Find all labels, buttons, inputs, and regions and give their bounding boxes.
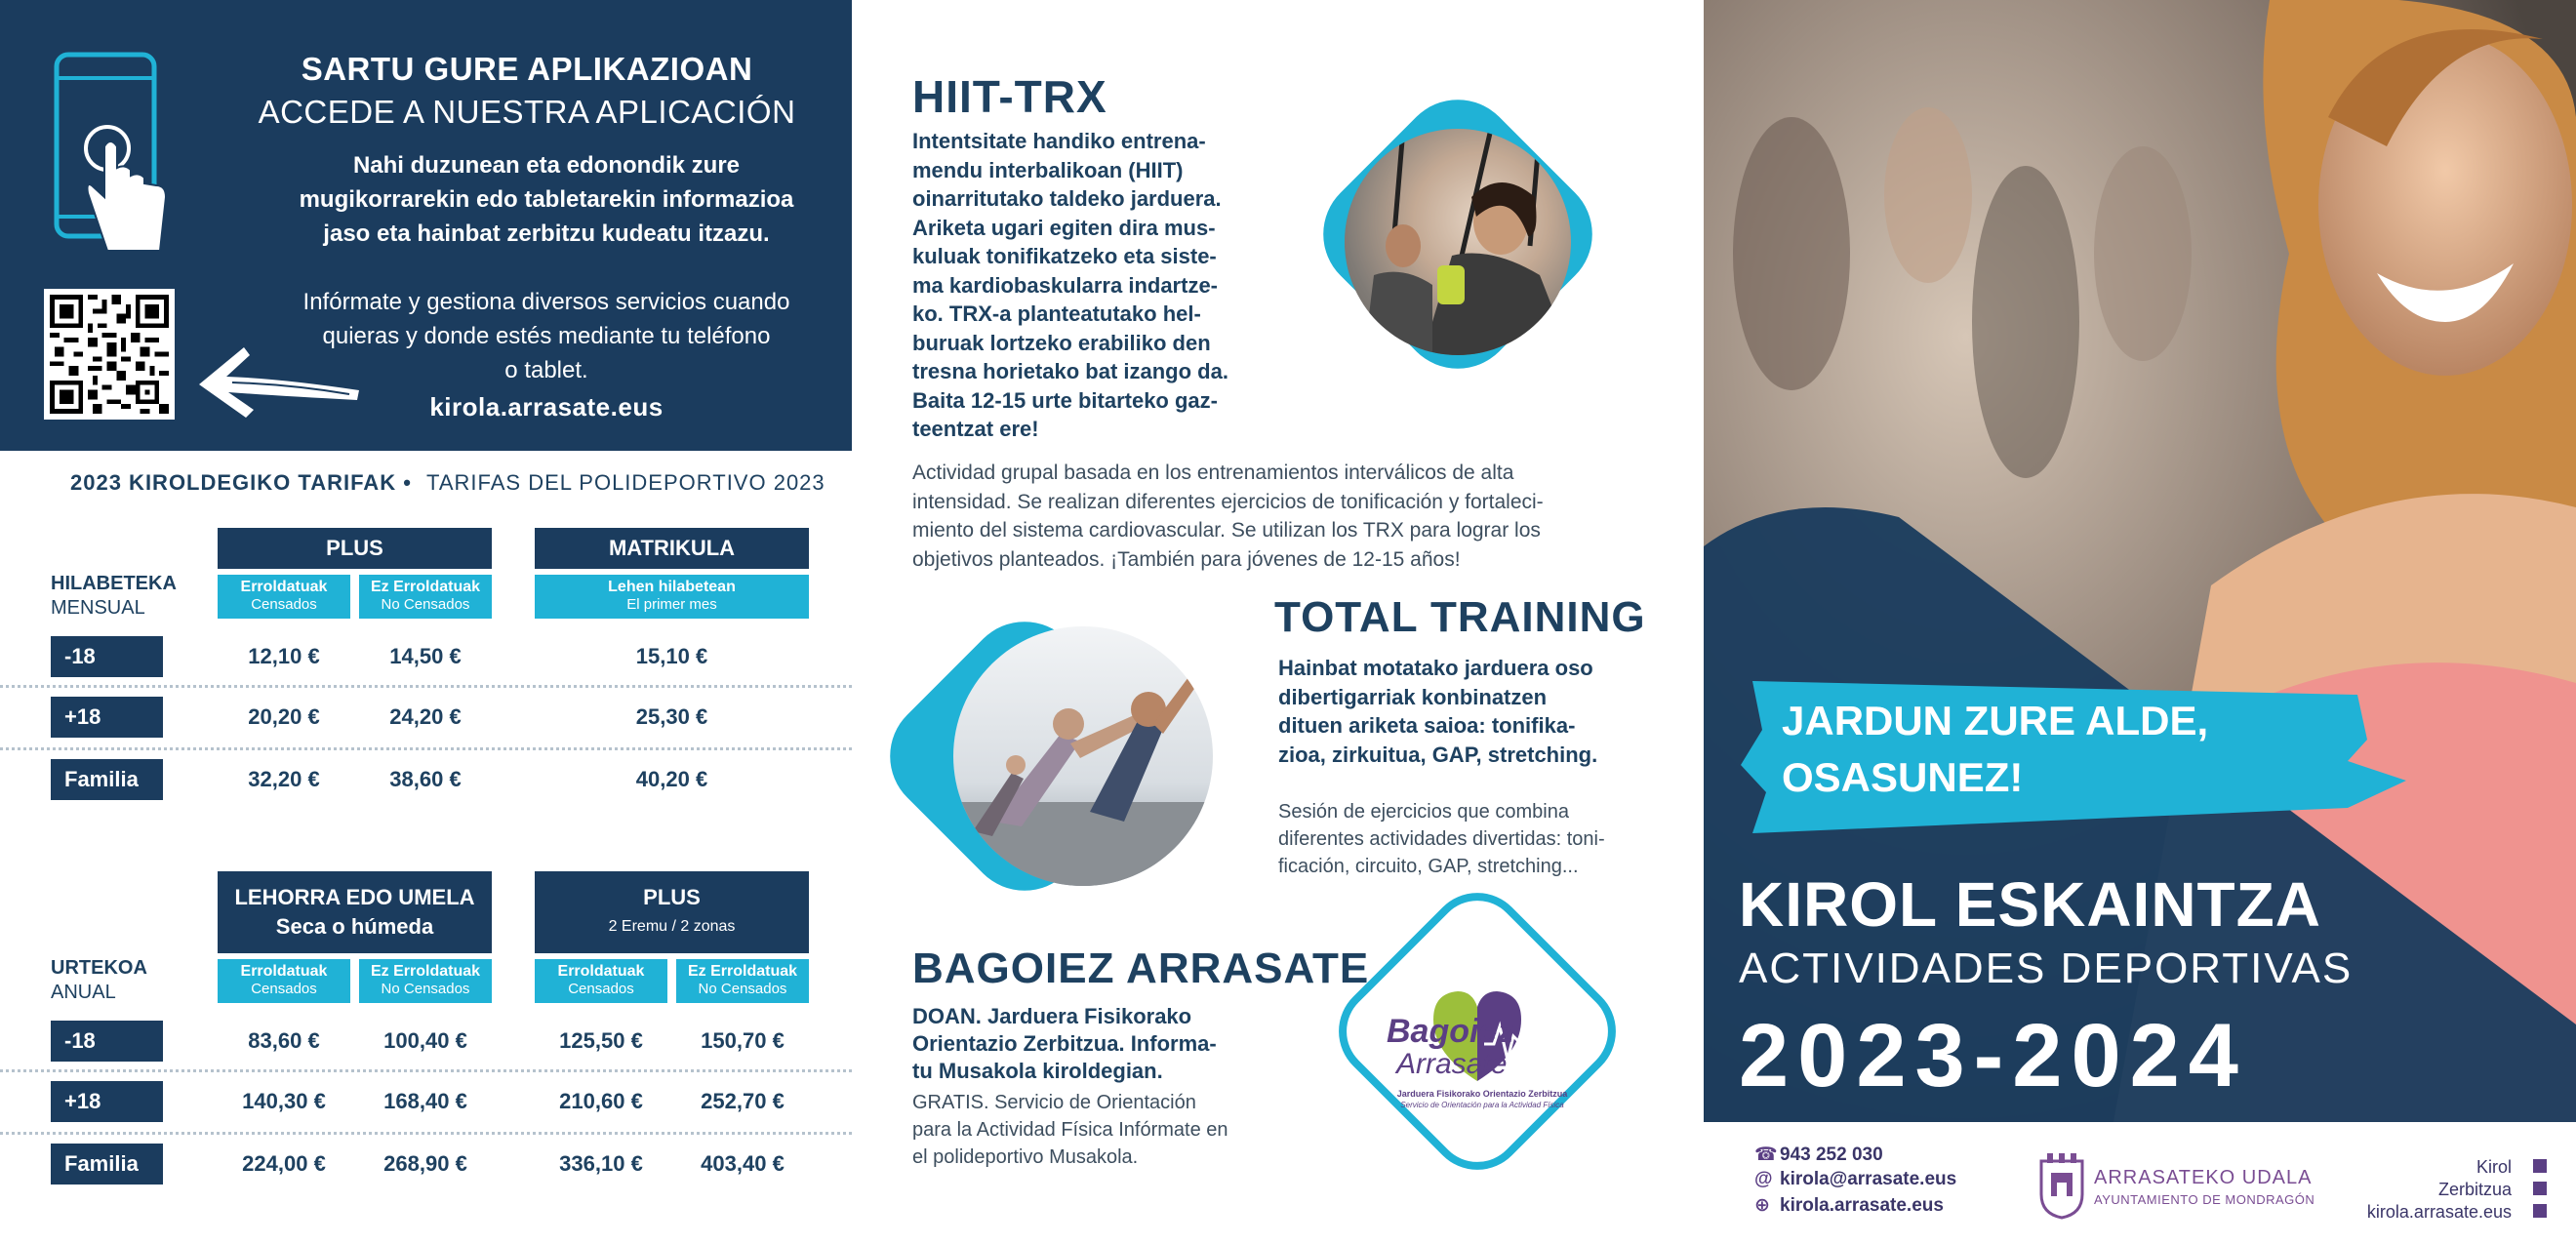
sub-label-eu: Ez Erroldatuak [370, 963, 481, 980]
text-line: para la Actividad Física Infórmate en [912, 1119, 1228, 1141]
total-title: TOTAL TRAINING [1274, 593, 1646, 641]
price-cell: 40,20 € [635, 767, 708, 791]
app-title-eu: SARTU GURE APLIKAZIOAN [301, 51, 753, 87]
annual-seca-header [218, 871, 492, 953]
annual-plus-header [535, 871, 809, 953]
monthly-sub-censados [218, 575, 350, 619]
phone-icon: ☎ [1754, 1145, 1778, 1165]
hiit-photo [1345, 129, 1571, 355]
bagoiez-logo [1375, 976, 1580, 1122]
annual-plus-sub-censados [535, 959, 667, 1003]
text-line: Intentsitate handiko entrena- [912, 129, 1206, 153]
text-line: kuluak tonifikatzeko eta siste- [912, 244, 1217, 268]
logo-sub1: Jarduera Fisikorako Orientazio Zerbitzua [1396, 1089, 1568, 1099]
hiit-text-es [912, 459, 1652, 574]
hiit-text-eu [912, 127, 1277, 444]
udala-name-es: AYUNTAMIENTO DE MONDRAGÓN [2094, 1192, 2315, 1207]
text-line: Orientazio Zerbitzua. Informa- [912, 1031, 1217, 1056]
text-line: ko. TRX-a planteatutako hel- [912, 301, 1201, 326]
sub-label-es: Censados [251, 596, 317, 613]
annual-label [51, 956, 147, 1005]
sub-label-eu: Erroldatuak [557, 963, 645, 980]
logo-line2: Arrasate [1396, 1048, 1508, 1080]
price-cell: 38,60 € [389, 767, 462, 791]
app-text-eu [263, 148, 829, 251]
text-line: Ariketa ugari egiten dira mus- [912, 215, 1216, 240]
annual-sub-no-censados [359, 959, 492, 1003]
text-line: DOAN. Jarduera Fisikorako [912, 1004, 1192, 1028]
text-line: intensidad. Se realizan diferentes ejercicios de tonificación y fortaleci- [912, 490, 1544, 513]
at-icon: @ [1754, 1169, 1773, 1189]
slogan-line: JARDUN ZURE ALDE, [1782, 698, 2209, 743]
tap-phone-icon [51, 51, 168, 265]
text-line: Sesión de ejercicios que combina [1278, 801, 1569, 823]
monthly-matrikula-header: MATRIKULA [535, 528, 809, 569]
price-cell: 268,90 € [383, 1151, 467, 1176]
cover-years: 2023-2024 [1739, 1006, 2247, 1105]
row-label: +18 [51, 1081, 163, 1122]
brand-square-icon [2533, 1182, 2547, 1195]
price-cell: 25,30 € [635, 704, 708, 729]
brand-square-icon [2533, 1159, 2547, 1173]
text-line: tu Musakola kiroldegian. [912, 1059, 1163, 1083]
cover-title-eu: KIROL ESKAINTZA [1739, 869, 2321, 940]
text-line: teentzat ere! [912, 417, 1039, 441]
app-text-es-line: o tablet. [504, 357, 588, 383]
row-label: Familia [51, 1144, 163, 1185]
footer [1704, 1122, 2576, 1245]
row-label: Familia [51, 759, 163, 800]
annual-header-es: 2 Eremu / 2 zonas [608, 918, 736, 935]
price-cell: 125,50 € [559, 1028, 643, 1053]
logo-sub2: Servicio de Orientación para la Actividad Física [1400, 1101, 1564, 1109]
row-label: +18 [51, 697, 163, 738]
brand-square-icon [2533, 1204, 2547, 1218]
text-line: Hainbat motatako jarduera oso [1278, 656, 1593, 680]
total-photo [953, 626, 1213, 886]
sub-label-es: Censados [568, 981, 634, 997]
cover-slogan [1782, 693, 2328, 806]
hiit-title: HIIT-TRX [912, 71, 1107, 122]
zerbitzua-label: Zerbitzua [2437, 1180, 2512, 1199]
text-line: objetivos planteados. ¡También para jóvenes de 12-15 años! [912, 547, 1461, 571]
group-stretching-image [953, 626, 1213, 886]
app-text-es-line: quieras y donde estés mediante tu teléfono [322, 323, 771, 349]
app-text-eu-line: Nahi duzunean eta edonondik zure [352, 152, 741, 179]
price-cell: 32,20 € [248, 767, 320, 791]
contact-phone[interactable] [1754, 1144, 1883, 1166]
kirol-web[interactable]: kirola.arrasate.eus [2366, 1202, 2512, 1222]
tariffs-heading [70, 470, 825, 496]
bagoiez-title: BAGOIEZ ARRASATE [912, 944, 1370, 992]
annual-plus-sub-no-censados [676, 959, 809, 1003]
annual-header-eu: PLUS [643, 885, 701, 909]
left-panel [0, 0, 852, 1245]
annual-label-es: ANUAL [51, 982, 116, 1003]
price-cell: 252,70 € [701, 1089, 785, 1113]
row-label: -18 [51, 1021, 163, 1062]
annual-sub-censados [218, 959, 350, 1003]
coat-of-arms-icon [2037, 1151, 2086, 1220]
price-cell: 336,10 € [559, 1151, 643, 1176]
text-line: oinarritutako taldeko jarduera. [912, 186, 1222, 211]
monthly-label [51, 572, 177, 621]
contact-email[interactable] [1754, 1169, 1956, 1190]
price-cell: 83,60 € [248, 1028, 320, 1053]
text-line: GRATIS. Servicio de Orientación [912, 1092, 1196, 1113]
udala-name-eu: ARRASATEKO UDALA [2094, 1167, 2313, 1188]
app-title-es: ACCEDE A NUESTRA APLICACIÓN [258, 94, 796, 130]
price-cell: 150,70 € [701, 1028, 785, 1053]
sub-label-eu: Lehen hilabetean [608, 579, 736, 595]
annual-header-eu: LEHORRA EDO UMELA [234, 885, 475, 909]
sub-label-es: El primer mes [626, 596, 717, 613]
slogan-line: OSASUNEZ! [1782, 754, 2024, 800]
bagoiez-text-es [912, 1089, 1278, 1171]
annual-header-es: Seca o húmeda [275, 914, 434, 939]
row-divider [0, 685, 852, 688]
app-promo-box [0, 0, 852, 451]
price-cell: 12,10 € [248, 644, 320, 668]
text-line: ficación, circuito, GAP, stretching... [1278, 856, 1579, 877]
monthly-sub-no-censados [359, 575, 492, 619]
text-line: zioa, zirkuitua, GAP, stretching. [1278, 742, 1598, 767]
app-text-eu-line: jaso eta hainbat zerbitzu kudeatu itzazu. [323, 221, 770, 247]
text-line: miento del sistema cardiovascular. Se utilizan los TRX para lograr los [912, 519, 1541, 542]
middle-panel [852, 0, 1704, 1245]
price-cell: 20,20 € [248, 704, 320, 729]
text-line: diferentes actividades divertidas: toni- [1278, 828, 1605, 850]
row-divider [0, 1069, 852, 1072]
sub-label-eu: Erroldatuak [240, 963, 328, 980]
price-cell: 15,10 € [635, 644, 708, 668]
price-cell: 168,40 € [383, 1089, 467, 1113]
qr-code[interactable] [44, 289, 175, 420]
app-text-es-line: Infórmate y gestiona diversos servicios cuando [302, 289, 790, 315]
bagoiez-text-eu [912, 1003, 1278, 1085]
annual-label-eu: URTEKOA [51, 957, 147, 979]
price-cell: 100,40 € [383, 1028, 467, 1053]
qr-code-icon [50, 295, 169, 414]
text-line: Actividad grupal basada en los entrenamientos interválicos de alta [912, 462, 1514, 484]
row-label: -18 [51, 636, 163, 677]
text-line: buruak lortzeko erabiliko den [912, 330, 1211, 355]
sub-label-es: No Censados [381, 981, 470, 997]
text-line: dibertigarriak konbinatzen [1278, 684, 1548, 709]
monthly-label-eu: HILABETEKA [51, 573, 177, 594]
web-text: kirola.arrasate.eus [1780, 1195, 1944, 1216]
sub-label-eu: Ez Erroldatuak [370, 579, 481, 595]
monthly-sub-primer-mes [535, 575, 809, 619]
text-line: tresna horietako bat izango da. [912, 359, 1228, 383]
tariffs-heading-eu: 2023 KIROLDEGIKO TARIFAK • [70, 470, 412, 495]
price-cell: 140,30 € [242, 1089, 326, 1113]
price-cell: 14,50 € [389, 644, 462, 668]
total-text-eu [1278, 654, 1651, 769]
phone-text: 943 252 030 [1780, 1145, 1883, 1165]
cover-image [1704, 0, 2576, 1122]
price-cell: 24,20 € [389, 704, 462, 729]
price-cell: 403,40 € [701, 1151, 785, 1176]
app-text-eu-line: mugikorrarekin edo tabletarekin informazioa [299, 186, 794, 213]
total-text-es [1278, 798, 1651, 880]
sub-label-es: Censados [251, 981, 317, 997]
right-panel [1704, 0, 2576, 1245]
row-divider [0, 1132, 852, 1135]
text-line: dituen ariketa saioa: tonifika- [1278, 713, 1576, 738]
sub-label-es: No Censados [698, 981, 787, 997]
tariffs-heading-es: TARIFAS DEL POLIDEPORTIVO 2023 [426, 470, 825, 495]
trx-athlete-image [1345, 129, 1571, 355]
email-text: kirola@arrasate.eus [1780, 1169, 1957, 1189]
logo-line1: Bagoiez [1387, 1013, 1514, 1050]
sub-label-eu: Erroldatuak [240, 579, 328, 595]
kirol-label: Kirol [2475, 1157, 2512, 1177]
cover-title-es: ACTIVIDADES DEPORTIVAS [1739, 944, 2354, 992]
globe-icon: ⊕ [1754, 1195, 1770, 1216]
text-line: ma kardiobaskularra indartze- [912, 272, 1219, 298]
brush-arrow-icon [193, 341, 361, 420]
text-line: mendu interbalikoan (HIIT) [912, 157, 1184, 182]
monthly-label-es: MENSUAL [51, 597, 145, 619]
text-line: el polideportivo Musakola. [912, 1146, 1139, 1168]
sub-label-es: No Censados [381, 596, 470, 613]
app-url-link[interactable]: kirola.arrasate.eus [429, 392, 664, 422]
row-divider [0, 747, 852, 750]
price-cell: 224,00 € [242, 1151, 326, 1176]
text-line: Baita 12-15 urte bitarteko gaz- [912, 387, 1218, 413]
price-cell: 210,60 € [559, 1089, 643, 1113]
contact-web[interactable] [1754, 1194, 1944, 1217]
sub-label-eu: Ez Erroldatuak [687, 963, 798, 980]
monthly-plus-header: PLUS [218, 528, 492, 569]
